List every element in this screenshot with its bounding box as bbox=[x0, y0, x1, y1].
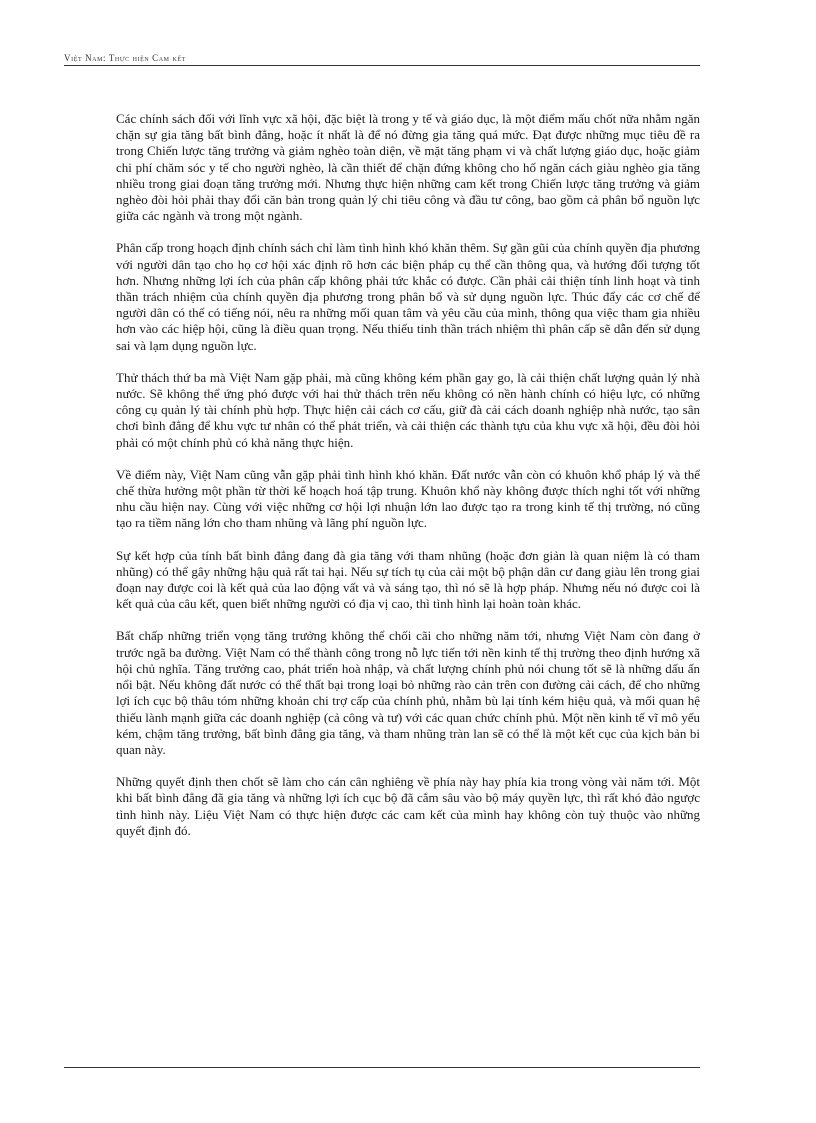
paragraph-2: Phân cấp trong hoạch định chính sách chỉ làm tình hình khó khăn thêm. Sự gần gũi của chính quyền địa phương với người dân tạo cho họ cơ hội xác định rõ hơn các biện pháp cụ thể cần thông qua, và hướng đối tượng tốt hơn. Nhưng những lợi ích của phân cấp không phải tức khắc có được. Cần phải cải thiện tính linh hoạt và tinh thần trách nhiệm của chính quyền địa phương trong phân bổ và sử dụng nguồn lực. Thúc đẩy các cơ chế để người dân có thể có tiếng nói, nêu ra những mối quan tâm và yêu cầu của mình, thông qua việc tham gia nhiều hơn vào các hiệp hội, cũng là điều quan trọng. Nếu thiếu tinh thần trách nhiệm thì phân cấp sẽ dẫn đến sử dụng sai và lạm dụng nguồn lực. bbox=[116, 240, 700, 353]
paragraph-4: Về điểm này, Việt Nam cũng vẫn gặp phải tình hình khó khăn. Đất nước vẫn còn có khuôn khổ pháp lý và thể chế thừa hưởng một phần từ thời kế hoạch hoá tập trung. Khuôn khổ này không được thích nghi tốt với những nhu cầu hiện nay. Cùng với việc những cơ hội lợi nhuận lớn lao được tạo ra trong kinh tế thị trường, nó cũng tạo ra tiềm năng lớn cho tham nhũng và lãng phí nguồn lực. bbox=[116, 466, 700, 531]
footer-rule bbox=[64, 1067, 700, 1068]
header-rule bbox=[64, 65, 700, 66]
body-text bbox=[116, 111, 700, 855]
paragraph-5: Sự kết hợp của tính bất bình đẳng đang đà gia tăng với tham nhũng (hoặc đơn giản là quan niệm là có tham nhũng) có thể gây những hậu quả rất tai hại. Nếu sự tích tụ của cải một bộ phận dân cư đang giàu lên trong giai đoạn nay được coi là kết quả của lao động vất vả và sáng tạo, thì nó sẽ là hợp pháp. Nhưng nếu nó được coi là kết quả của câu kết, quen biết những người có địa vị cao, thì tình hình lại hoàn toàn khác. bbox=[116, 547, 700, 612]
paragraph-1: Các chính sách đối với lĩnh vực xã hội, đặc biệt là trong y tế và giáo dục, là một điểm mấu chốt nữa nhằm ngăn chặn sự gia tăng bất bình đẳng, hoặc ít nhất là để nó đừng gia tăng quá mức. Đạt được những mục tiêu đề ra trong Chiến lược tăng trưởng và giảm nghèo toàn diện, về mặt tăng phạm vi và chất lượng giáo dục, hoặc giảm chi phí chăm sóc y tế cho người nghèo, là cần thiết để chặn đứng không cho hố ngăn cách giàu nghèo gia tăng nhiều trong giai đoạn tăng trưởng mới. Nhưng thực hiện những cam kết trong Chiến lược tăng trưởng và giảm nghèo đòi hỏi phải thay đổi căn bản trong quản lý chi tiêu công và đầu tư công, bao gồm cả phân bổ nguồn lực giữa các ngành và trong một ngành. bbox=[116, 111, 700, 224]
paragraph-6: Bất chấp những triển vọng tăng trưởng không thể chối cãi cho những năm tới, nhưng Việt Nam còn đang ở trước ngã ba đường. Việt Nam có thể thành công trong nỗ lực tiến tới nền kinh tế thị trường theo định hướng xã hội chủ nghĩa. Tăng trưởng cao, phát triển hoà nhập, và chất lượng chính phủ nói chung tốt sẽ là những dấu ấn nổi bật. Nếu không đất nước có thể thất bại trong loại bỏ những rào cản trên con đường cải cách, để cho những lợi ích cục bộ thâu tóm những khoản chi trợ cấp của chính phủ, nhằm bù lại tính kém hiệu quả, và mối quan hệ thiếu lành mạnh giữa các doanh nghiệp (cả công và tư) với các quan chức chính phủ. Một nền kinh tế vĩ mô yếu kém, chậm tăng trưởng, bất bình đẳng gia tăng, và tham nhũng tràn lan sẽ có thể là một kết cục của kịch bản bi quan này. bbox=[116, 628, 700, 757]
paragraph-7: Những quyết định then chốt sẽ làm cho cán cân nghiêng về phía này hay phía kia trong vòng vài năm tới. Một khi bất bình đẳng đã gia tăng và những lợi ích cục bộ đã cắm sâu vào bộ máy quyền lực, thì rất khó đảo ngược tình hình này. Liệu Việt Nam có thực hiện được các cam kết của mình hay không còn tuỳ thuộc vào những quyết định đó. bbox=[116, 774, 700, 838]
running-header: Việt Nam: Thực hiện Cam kết bbox=[64, 53, 186, 63]
paragraph-3: Thử thách thứ ba mà Việt Nam gặp phải, mà cũng không kém phần gay go, là cải thiện chất lượng quản lý nhà nước. Sẽ không thể ứng phó được với hai thử thách trên nếu không có nền hành chính có hiệu lực, có những công cụ quản lý tài chính phù hợp. Thực hiện cải cách cơ cấu, giữ đà cải cách doanh nghiệp nhà nước, tạo sân chơi bình đẳng để khu vực tư nhân có thể phát triển, và cải thiện các thành tựu của khu vực xã hội, đều đòi hỏi phải có một chính phủ có khả năng thực hiện. bbox=[116, 369, 700, 450]
